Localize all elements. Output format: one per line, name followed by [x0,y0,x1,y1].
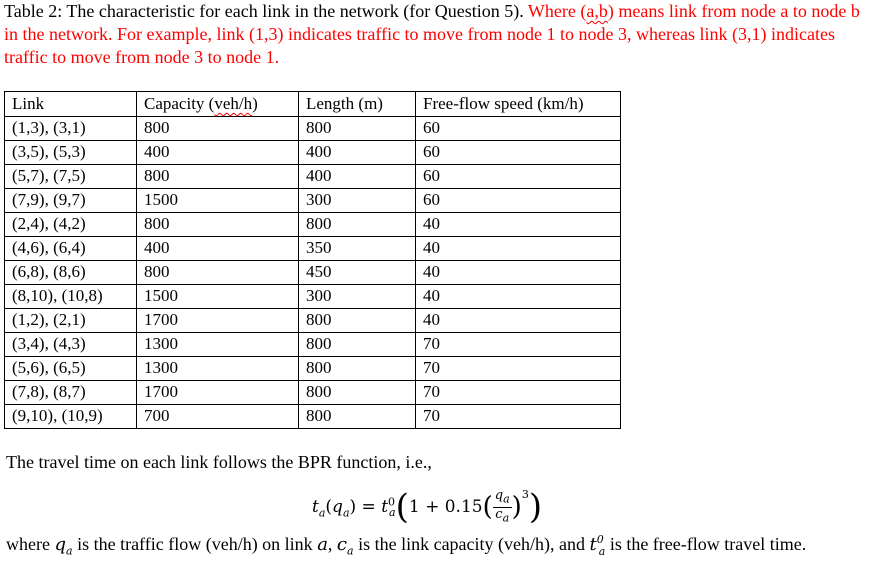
table-row [5,117,621,141]
cell-free-flow-speed: 40 [416,309,621,333]
cell-capacity: 400 [137,237,299,261]
table-row [5,285,621,309]
table-row [5,141,621,165]
cell-free-flow-speed: 40 [416,213,621,237]
cell-length: 800 [299,357,416,381]
caption-note: Where (a,b) means link from node a to node b in the network. For example, link (1,3) indicates traffic to move from node 1 to node 3, whereas link (3,1) indicates traffic to move from node 3 to node 1. [4,1,860,67]
cell-free-flow-speed: 70 [416,405,621,429]
table-caption [4,0,870,69]
header-free-flow-speed: Free-flow speed (km/h) [416,92,621,117]
cell-link: (3,5), (5,3) [5,141,137,165]
cell-free-flow-speed: 40 [416,237,621,261]
table-row [5,189,621,213]
table-row [5,309,621,333]
cell-length: 450 [299,261,416,285]
header-length: Length (m) [299,92,416,117]
table-body [5,117,621,429]
cell-free-flow-speed: 60 [416,141,621,165]
flow-capacity-ratio: $\frac{q_a}{c_a}$ [494,488,510,525]
cell-free-flow-speed: 60 [416,165,621,189]
cell-link: (7,8), (8,7) [5,381,137,405]
cell-length: 400 [299,165,416,189]
cell-length: 300 [299,285,416,309]
cell-capacity: 1300 [137,357,299,381]
cell-length: 350 [299,237,416,261]
cell-length: 300 [299,189,416,213]
cell-free-flow-speed: 60 [416,117,621,141]
cell-capacity: 1700 [137,381,299,405]
header-capacity: Capacity (veh/h) [137,92,299,117]
cell-capacity: 400 [137,141,299,165]
cell-capacity: 800 [137,165,299,189]
cell-capacity: 1500 [137,285,299,309]
header-link: Link [5,92,137,117]
bpr-definitions-text: where $q_a$ is the traffic flow (veh/h) on link a, $c_a$ is the link capacity (veh/h), and $t^0_a$ is the free-flow travel time. [6,533,807,558]
table-row [5,261,621,285]
cell-free-flow-speed: 70 [416,333,621,357]
cell-length: 400 [299,141,416,165]
table-row [5,165,621,189]
bpr-intro-text: The travel time on each link follows the BPR function, i.e., [6,452,432,472]
spellcheck-underline: a,b [586,1,608,21]
cell-free-flow-speed: 40 [416,285,621,309]
cell-length: 800 [299,213,416,237]
cell-link: (1,3), (3,1) [5,117,137,141]
cell-capacity: 700 [137,405,299,429]
table-row [5,381,621,405]
table-row [5,357,621,381]
bpr-formula: $t_a(q_a) = t^0_a(1 + 0.15$( $\frac{q_a}{c_a}$ )$^3$) [312,487,543,527]
cell-capacity: 800 [137,213,299,237]
spellcheck-underline: veh/h [214,94,253,113]
cell-length: 800 [299,405,416,429]
cell-capacity: 1500 [137,189,299,213]
cell-link: (1,2), (2,1) [5,309,137,333]
cell-length: 800 [299,381,416,405]
cell-link: (5,6), (6,5) [5,357,137,381]
cell-length: 800 [299,333,416,357]
table-row [5,405,621,429]
cell-free-flow-speed: 70 [416,357,621,381]
cell-length: 800 [299,117,416,141]
table-row [5,333,621,357]
cell-capacity: 1700 [137,309,299,333]
cell-free-flow-speed: 60 [416,189,621,213]
cell-link: (7,9), (9,7) [5,189,137,213]
cell-link: (9,10), (10,9) [5,405,137,429]
cell-link: (5,7), (7,5) [5,165,137,189]
cell-free-flow-speed: 70 [416,381,621,405]
cell-link: (8,10), (10,8) [5,285,137,309]
cell-length: 800 [299,309,416,333]
cell-capacity: 1300 [137,333,299,357]
caption-title: Table 2: The characteristic for each link in the network (for Question 5). [4,1,524,21]
table-header-row [5,92,621,117]
table-row [5,237,621,261]
link-characteristics-table [4,91,621,429]
cell-link: (6,8), (8,6) [5,261,137,285]
cell-link: (3,4), (4,3) [5,333,137,357]
table-row [5,213,621,237]
cell-free-flow-speed: 40 [416,261,621,285]
cell-link: (2,4), (4,2) [5,213,137,237]
cell-capacity: 800 [137,117,299,141]
cell-link: (4,6), (6,4) [5,237,137,261]
cell-capacity: 800 [137,261,299,285]
